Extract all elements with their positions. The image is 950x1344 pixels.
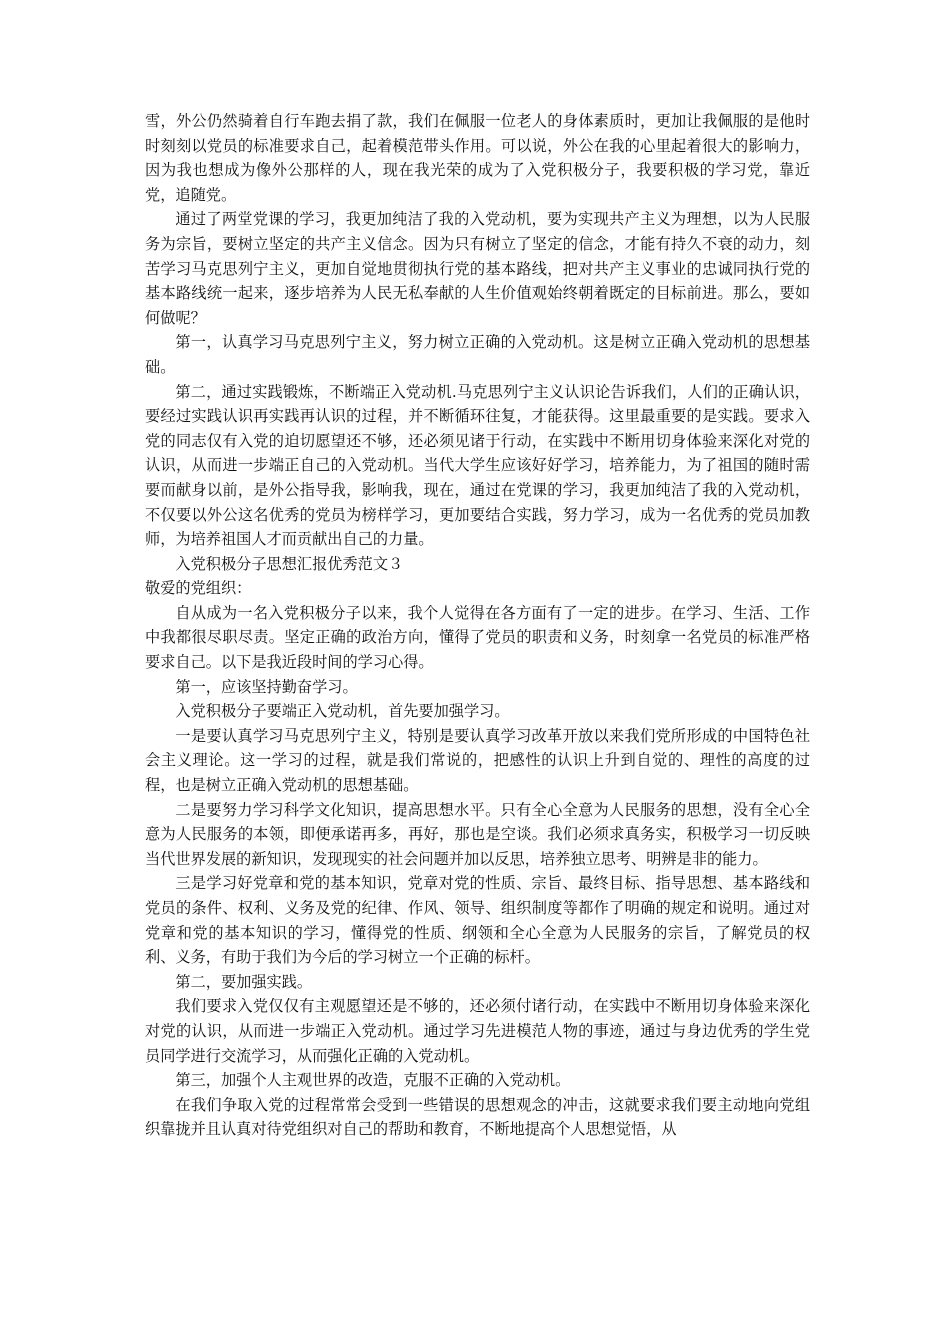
paragraph-second-point: 第二，通过实践锻炼，不断端正入党动机.马克思列宁主义认识论告诉我们，人们的正确认识，要经过实践认识再实践再认识的过程，并不断循环往复，才能获得。这里最重要的是实践。要求入党的同志仅有入党的迫切愿望还不够，还必须见诸于行动，在实践中不断用切身体验来深化对党的认识，从而进一步端正自己的入党动机。当代大学生应该好好学习，培养能力，为了祖国的随时需要而献身以前，是外公指导我，影响我，现在，通过在党课的学习，我更加纯洁了我的入党动机，不仅要以外公这名优秀的党员为榜样学习，更加要结合实践，努力学习，成为一名优秀的党员加教师，为培养祖国人才而贡献出自己的力量。	[145, 382, 810, 549]
paragraph-reform-heading: 第三，加强个人主观世界的改造，克服不正确的入党动机。	[175, 1071, 571, 1090]
paragraph-study-three: 三是学习好党章和党的基本知识，党章对党的性质、宗旨、最终目标、指导思想、基本路线和党员的条件、权利、义务及党的纪律、作风、领导、组织制度等都作了明确的规定和说明。通过对党章和党的基本知识的学习，懂得党的性质、纲领和全心全意为人民服务的宗旨，了解党员的权利、义务，有助于我们为今后的学习树立一个正确的标杆。	[145, 874, 810, 967]
paragraph-study-lead: 入党积极分子要端正入党动机，首先要加强学习。	[175, 702, 510, 721]
salutation: 敬爱的党组织：	[145, 579, 252, 598]
paragraph-continuation: 雪，外公仍然骑着自行车跑去捐了款，我们在佩服一位老人的身体素质时，更加让我佩服的是他时时刻刻以党员的标准要求自己，起着模范带头作用。可以说，外公在我的心里起着很大的影响力，因为我也想成为像外公那样的人，现在我光荣的成为了入党积极分子，我要积极的学习党，靠近党，追随党。	[145, 112, 810, 204]
paragraph-practice-heading: 第二，要加强实践。	[175, 972, 313, 991]
paragraph-practice: 我们要求入党仅仅有主观愿望还是不够的，还必须付诸行动，在实践中不断用切身体验来深化对党的认识，从而进一步端正入党动机。通过学习先进模范人物的事迹，通过与身边优秀的学生党员同学进行交流学习，从而强化正确的入党动机。	[145, 997, 810, 1065]
paragraph-reform: 在我们争取入党的过程常常会受到一些错误的思想观念的冲击，这就要求我们要主动地向党组织靠拢并且认真对待党组织对自己的帮助和教育，不断地提高个人思想觉悟，从	[145, 1095, 810, 1139]
paragraph-intro: 自从成为一名入党积极分子以来，我个人觉得在各方面有了一定的进步。在学习、生活、工作中我都很尽职尽责。坚定正确的政治方向，懂得了党员的职责和义务，时刻拿一名党员的标准严格要求自己。以下是我近段时间的学习心得。	[145, 603, 810, 672]
paragraph-first-point: 第一，认真学习马克思列宁主义，努力树立正确的入党动机。这是树立正确入党动机的思想基础。	[145, 333, 810, 376]
document-page	[145, 109, 810, 1142]
paragraph-study-one: 一是要认真学习马克思列宁主义，特别是要认真学习改革开放以来我们党所形成的中国特色社会主义理论。这一学习的过程，就是我们常说的，把感性的认识上升到自觉的、理性的高度的过程，也是树立正确入党动机的思想基础。	[145, 726, 810, 795]
paragraph-study-heading: 第一，应该坚持勤奋学习。	[175, 677, 358, 696]
section-heading: 入党积极分子思想汇报优秀范文３	[175, 554, 404, 573]
paragraph-party-class-study: 通过了两堂党课的学习，我更加纯洁了我的入党动机，要为实现共产主义为理想，以为人民服务为宗旨，要树立坚定的共产主义信念。因为只有树立了坚定的信念，才能有持久不衰的动力，刻苦学习马克思列宁主义，更加自觉地贯彻执行党的基本路线，把对共产主义事业的忠诚同执行党的基本路线统一起来，逐步培养为人民无私奉献的人生价值观始终朝着既定的目标前进。那么，要如何做呢？	[145, 210, 810, 327]
paragraph-study-two: 二是要努力学习科学文化知识，提高思想水平。只有全心全意为人民服务的思想，没有全心全意为人民服务的本领，即便承诺再多，再好，那也是空谈。我们必须求真务实，积极学习一切反映当代世界发展的新知识，发现现实的社会问题并加以反思，培养独立思考、明辨是非的能力。	[145, 800, 810, 868]
